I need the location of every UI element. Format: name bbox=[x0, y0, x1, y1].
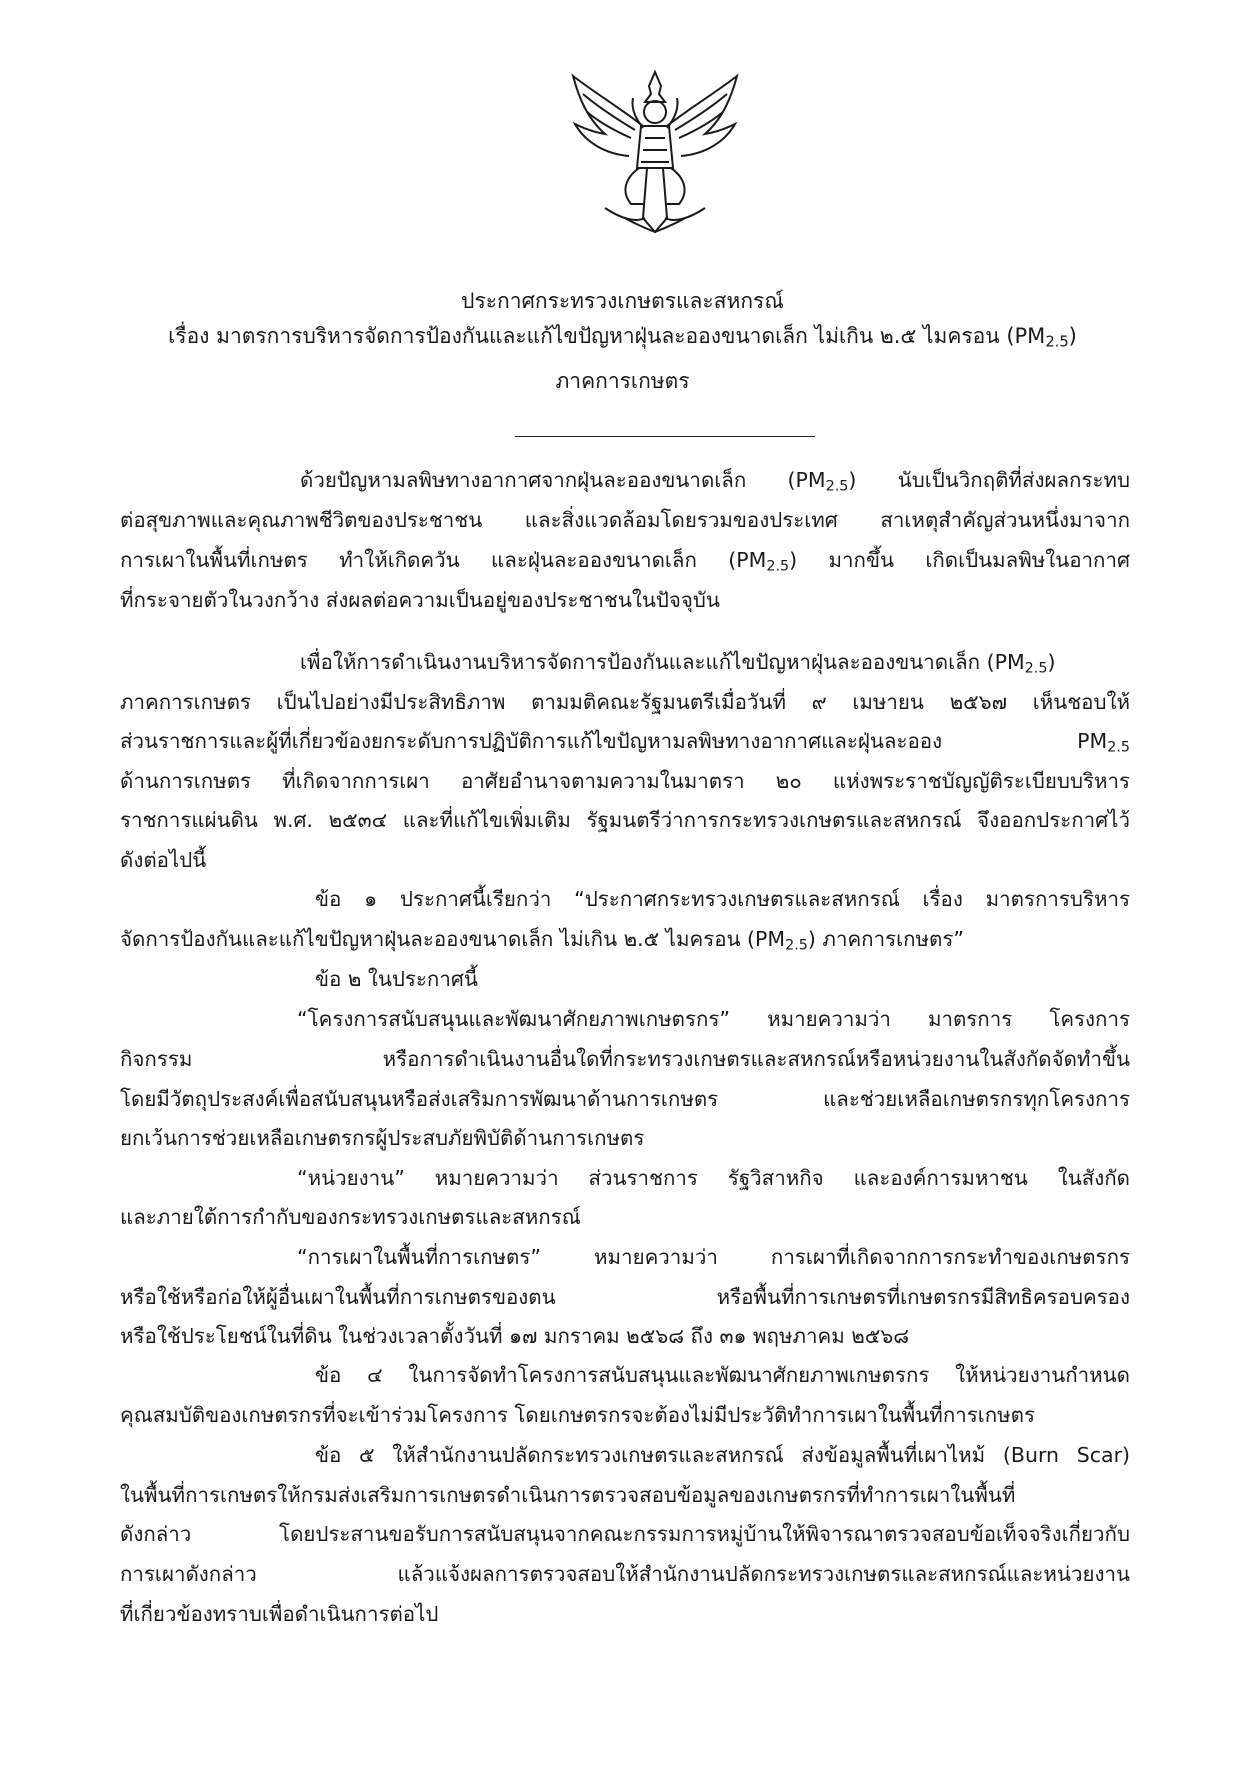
definition-1-line-3: โดยมีวัตถุประสงค์เพื่อสนับสนุนหรือส่งเสริมการพัฒนาด้านการเกษตร และช่วยเหลือเกษตรกรทุกโครงการ bbox=[120, 1087, 1130, 1111]
paragraph-2-line-2: ภาคการเกษตร เป็นไปอย่างมีประสิทธิภาพ ตามมติคณะรัฐมนตรีเมื่อวันที่ ๙ เมษายน ๒๕๖๗ เห็นชอบให้ bbox=[120, 690, 1130, 714]
definition-2-line-1: “หน่วยงาน” หมายความว่า ส่วนราชการ รัฐวิสาหกิจ และองค์การมหาชน ในสังกัด bbox=[297, 1166, 1130, 1190]
document-subject-line2: ภาคการเกษตร bbox=[555, 369, 690, 393]
clause-5-line-5: ที่เกี่ยวข้องทราบเพื่อดำเนินการต่อไป bbox=[120, 1602, 439, 1626]
definition-1-line-1: “โครงการสนับสนุนและพัฒนาศักยภาพเกษตรกร” หมายความว่า มาตรการ โครงการ bbox=[297, 1007, 1130, 1031]
clause-1-line-1: ข้อ ๑ ประกาศนี้เรียกว่า “ประกาศกระทรวงเกษตรและสหกรณ์ เรื่อง มาตรการบริหาร bbox=[315, 887, 1130, 911]
clause-4-line-1: ข้อ ๔ ในการจัดทำโครงการสนับสนุนและพัฒนาศักยภาพเกษตรกร ให้หน่วยงานกำหนด bbox=[315, 1363, 1130, 1387]
paragraph-2-line-1: เพื่อให้การดำเนินงานบริหารจัดการป้องกันและแก้ไขปัญหาฝุ่นละอองขนาดเล็ก $(PM_{2.5})$ bbox=[300, 650, 1056, 677]
paragraph-2-line-5: ราชการแผ่นดิน พ.ศ. ๒๕๓๔ และที่แก้ไขเพิ่มเติม รัฐมนตรีว่าการกระทรวงเกษตรและสหกรณ์ จึงออกประกาศไว้ bbox=[120, 808, 1130, 832]
definition-1-line-2: กิจกรรม หรือการดำเนินงานอื่นใดที่กระทรวงเกษตรและสหกรณ์หรือหน่วยงานในสังกัดจัดทำขึ้น bbox=[120, 1047, 1130, 1071]
clause-5-line-1: ข้อ ๕ ให้สำนักงานปลัดกระทรวงเกษตรและสหกรณ์ ส่งข้อมูลพื้นที่เผาไหม้ (Burn Scar) bbox=[315, 1443, 1130, 1467]
garuda-emblem-icon bbox=[565, 68, 745, 238]
definition-1-line-4: ยกเว้นการช่วยเหลือเกษตรกรผู้ประสบภัยพิบัติด้านการเกษตร bbox=[120, 1126, 645, 1150]
definition-3-line-1: “การเผาในพื้นที่การเกษตร” หมายความว่า การเผาที่เกิดจากการกระทำของเกษตรกร bbox=[297, 1245, 1130, 1269]
paragraph-1-line-2: ต่อสุขภาพและคุณภาพชีวิตของประชาชน และสิ่งแวดล้อมโดยรวมของประเทศ สาเหตุสำคัญส่วนหนึ่งมาจาก bbox=[120, 508, 1130, 532]
definition-2-line-2: และภายใต้การกำกับของกระทรวงเกษตรและสหกรณ์ bbox=[120, 1205, 581, 1229]
paragraph-2-line-6: ดังต่อไปนี้ bbox=[120, 848, 207, 872]
document-issuer: ประกาศกระทรวงเกษตรและสหกรณ์ bbox=[461, 289, 784, 313]
paragraph-1-line-3: การเผาในพื้นที่เกษตร ทำให้เกิดควัน และฝุ่นละอองขนาดเล็ก $(PM_{2.5})$ มากขึ้น เกิดเป็นมลพิษในอากาศ bbox=[120, 548, 1130, 575]
definition-3-line-3: หรือใช้ประโยชน์ในที่ดิน ในช่วงเวลาตั้งวันที่ ๑๗ มกราคม ๒๕๖๘ ถึง ๓๑ พฤษภาคม ๒๕๖๘ bbox=[120, 1324, 910, 1348]
paragraph-2-line-3: ส่วนราชการและผู้ที่เกี่ยวข้องยกระดับการปฏิบัติการแก้ไขปัญหามลพิษทางอากาศและฝุ่นละออง $PM_{2.5}$ bbox=[120, 729, 1130, 756]
definition-3-line-2: หรือใช้หรือก่อให้ผู้อื่นเผาในพื้นที่การเกษตรของตน หรือพื้นที่การเกษตรที่เกษตรกรมีสิทธิครอบครอง bbox=[120, 1285, 1130, 1309]
clause-1-line-2: จัดการป้องกันและแก้ไขปัญหาฝุ่นละอองขนาดเล็ก ไม่เกิน ๒.๕ ไมครอน $(PM_{2.5})$ ภาคการเกษตร” bbox=[120, 927, 964, 954]
clause-4-line-2: คุณสมบัติของเกษตรกรที่จะเข้าร่วมโครงการ โดยเกษตรกรจะต้องไม่มีประวัติทำการเผาในพื้นที่การเกษตร bbox=[120, 1403, 1036, 1427]
clause-5-line-3: ดังกล่าว โดยประสานขอรับการสนับสนุนจากคณะกรรมการหมู่บ้านให้พิจารณาตรวจสอบข้อเท็จจริงเกี่ยวกับ bbox=[120, 1522, 1130, 1546]
paragraph-2-line-4: ด้านการเกษตร ที่เกิดจากการเผา อาศัยอำนาจตามความในมาตรา ๒๐ แห่งพระราชบัญญัติระเบียบบริหาร bbox=[120, 769, 1130, 793]
document-subject: เรื่อง มาตรการบริหารจัดการป้องกันและแก้ไขปัญหาฝุ่นละอองขนาดเล็ก ไม่เกิน ๒.๕ ไมครอน $(PM_{2.5})$ bbox=[168, 324, 1077, 351]
clause-5-line-2: ในพื้นที่การเกษตรให้กรมส่งเสริมการเกษตรดำเนินการตรวจสอบข้อมูลของเกษตรกรที่ทำการเผาในพื้นที่ bbox=[120, 1483, 1016, 1507]
clause-2-heading: ข้อ ๒ ในประกาศนี้ bbox=[315, 967, 478, 991]
header-divider bbox=[515, 436, 815, 437]
paragraph-1-line-4: ที่กระจายตัวในวงกว้าง ส่งผลต่อความเป็นอยู่ของประชาชนในปัจจุบัน bbox=[120, 588, 720, 612]
paragraph-1-line-1: ด้วยปัญหามลพิษทางอากาศจากฝุ่นละอองขนาดเล็ก $(PM_{2.5})$ นับเป็นวิกฤติที่ส่งผลกระทบ bbox=[300, 468, 1130, 495]
clause-5-line-4: การเผาดังกล่าว แล้วแจ้งผลการตรวจสอบให้สำนักงานปลัดกระทรวงเกษตรและสหกรณ์และหน่วยงาน bbox=[120, 1562, 1130, 1586]
